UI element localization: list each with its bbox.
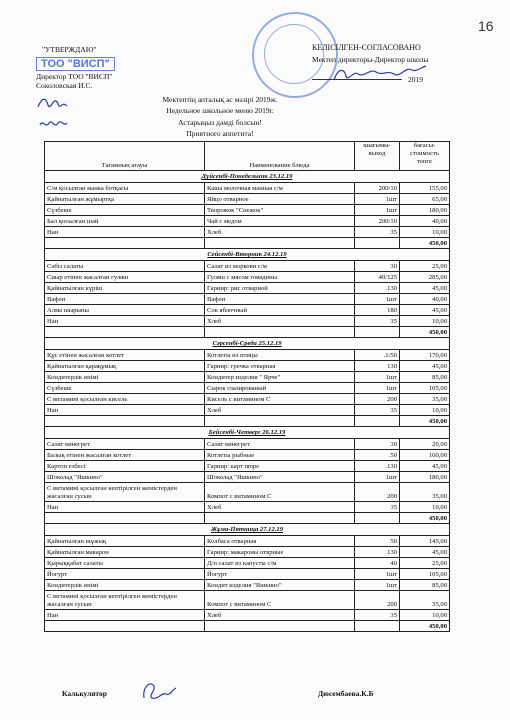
approve-director-line: Директор ТОО "ВИСП" <box>36 72 113 82</box>
dish-yield: 1шт <box>355 294 400 305</box>
dish-yield: .50 <box>355 450 400 461</box>
dish-name-kz: Нан <box>45 610 205 621</box>
dish-name-kz: Құс етінен жасалған котлет <box>45 350 205 361</box>
dish-name-kz: Кондитерлік өнімі <box>45 372 205 383</box>
dish-cost: 180,00 <box>400 472 450 483</box>
dish-name-kz: Қайнатылған макарон <box>45 547 205 558</box>
dish-name-kz: Шоколад "Яшкино" <box>45 472 205 483</box>
footer-right-name: Дюсембаева.К.Б <box>318 689 374 698</box>
dish-name-kz: С витамині қосылған кисель <box>45 394 205 405</box>
total-empty <box>355 238 400 249</box>
page-number: 16 <box>478 18 494 34</box>
dish-cost: 285,00 <box>400 272 450 283</box>
dish-cost: 160,00 <box>400 450 450 461</box>
total-row <box>45 416 450 427</box>
dish-name-kz: Картоп езбесі <box>45 461 205 472</box>
table-row <box>45 227 450 238</box>
dish-name-ru: Творожок "Снежок" <box>205 205 355 216</box>
dish-cost: 10,00 <box>400 405 450 416</box>
dish-yield: 35 <box>355 227 400 238</box>
approve-title: "УТВЕРЖДАЮ" <box>42 45 97 54</box>
total-row <box>45 513 450 524</box>
dish-name-kz: Сүзбеше <box>45 205 205 216</box>
table-row <box>45 216 450 227</box>
dish-cost: 85,00 <box>400 580 450 591</box>
dish-yield: 130 <box>355 547 400 558</box>
header-cost: бағасы-стоимость тенге <box>400 142 450 171</box>
table-row <box>45 194 450 205</box>
table-row <box>45 450 450 461</box>
dish-name-kz: Қырыққабат салаты <box>45 558 205 569</box>
dish-name-ru: Сок яблочный <box>205 305 355 316</box>
dish-name-ru: Салат винегрет <box>205 439 355 450</box>
dish-name-ru: Гарнир: гречка отварная <box>205 361 355 372</box>
day-title-row <box>45 524 450 536</box>
dish-name-kz: Нан <box>45 502 205 513</box>
table-row <box>45 383 450 394</box>
dish-cost: 65,00 <box>400 194 450 205</box>
table-row <box>45 316 450 327</box>
dish-yield: 30 <box>355 439 400 450</box>
dish-cost: 35,00 <box>400 394 450 405</box>
total-empty <box>45 513 205 524</box>
total-empty <box>205 238 355 249</box>
day-total: 450,00 <box>400 238 450 249</box>
dish-cost: 40,00 <box>400 294 450 305</box>
dish-yield: 1шт <box>355 194 400 205</box>
dish-name-ru: Яйцо отварное <box>205 194 355 205</box>
dish-yield: 200/10 <box>355 183 400 194</box>
agree-line: Мектеп директоры-Директор школы <box>312 54 429 64</box>
table-row <box>45 483 450 502</box>
dish-cost: 45,00 <box>400 283 450 294</box>
table-row <box>45 394 450 405</box>
total-empty <box>205 416 355 427</box>
day-title: Бейсенбі-Четверг 26.12.19 <box>45 427 450 439</box>
day-total: 450,00 <box>400 327 450 338</box>
table-row <box>45 183 450 194</box>
table-row <box>45 294 450 305</box>
table-row <box>45 610 450 621</box>
dish-name-kz: Балық етінен жасалған котлет <box>45 450 205 461</box>
dish-cost: 170,00 <box>400 350 450 361</box>
table-row <box>45 547 450 558</box>
dish-name-ru: Сырок глазированый <box>205 383 355 394</box>
margin-signature <box>38 117 68 131</box>
dish-cost: 105,00 <box>400 383 450 394</box>
dish-yield: 200 <box>355 591 400 610</box>
dish-name-ru: Хлеб <box>205 610 355 621</box>
approve-block <box>36 46 115 90</box>
dish-cost: 20,00 <box>400 439 450 450</box>
dish-cost: 10,00 <box>400 227 450 238</box>
total-row <box>45 238 450 249</box>
dish-yield: 1шт <box>355 205 400 216</box>
total-empty <box>355 513 400 524</box>
total-row <box>45 621 450 632</box>
dish-name-ru: Кондит изделия "Яшкино" <box>205 580 355 591</box>
table-row <box>45 361 450 372</box>
dish-yield: 200/10 <box>355 216 400 227</box>
dish-yield: 35 <box>355 610 400 621</box>
dish-cost: 45,00 <box>400 305 450 316</box>
table-row <box>45 461 450 472</box>
agree-title: КЕЛІСІЛГЕН-СОГЛАСОВАНО <box>312 43 421 52</box>
dish-name-kz: Кондитерлік өнімі <box>45 580 205 591</box>
total-empty <box>45 238 205 249</box>
table-row <box>45 272 450 283</box>
day-title-row <box>45 427 450 439</box>
dish-name-ru: Кондитер изделия " Ярче" <box>205 372 355 383</box>
day-title: Жұма-Пятница 27.12.19 <box>45 524 450 536</box>
header-name-kz: Тағамның атауы <box>45 142 205 171</box>
day-total: 450,00 <box>400 416 450 427</box>
dish-name-ru: Хлеб <box>205 316 355 327</box>
table-row <box>45 558 450 569</box>
table-row <box>45 372 450 383</box>
dish-cost: 35,00 <box>400 483 450 502</box>
table-row <box>45 591 450 610</box>
dish-name-ru: Котлеты рыбные <box>205 450 355 461</box>
dish-name-kz: Сәбіз салаты <box>45 261 205 272</box>
dish-yield: 1шт <box>355 569 400 580</box>
agree-year: 2019 <box>408 75 423 84</box>
total-empty <box>205 327 355 338</box>
dish-yield: 200 <box>355 394 400 405</box>
dish-name-kz: Салат винегрет <box>45 439 205 450</box>
dish-name-kz: Қайнатылған жұмыртқа <box>45 194 205 205</box>
table-row <box>45 205 450 216</box>
dish-name-kz: Қайнатылған қарақұмық <box>45 361 205 372</box>
dish-cost: 45,00 <box>400 461 450 472</box>
dish-name-kz: С витамині қосылған кептірілген жемістерден жасалған сусын <box>45 591 205 610</box>
dish-name-ru: Компот с витамином С <box>205 483 355 502</box>
day-title: Дүйсенбі-Понедельник 23.12.19 <box>45 171 450 183</box>
dish-cost: 10,00 <box>400 502 450 513</box>
dish-name-kz: Нан <box>45 227 205 238</box>
table-row <box>45 405 450 416</box>
day-title: Сейсенбі-Вторник 24.12.19 <box>45 249 450 261</box>
total-empty <box>45 416 205 427</box>
dish-name-ru: Йогурт <box>205 569 355 580</box>
dish-yield: .1/50 <box>355 350 400 361</box>
table-header-row <box>45 142 450 171</box>
approve-signature <box>36 93 68 115</box>
day-total: 450,00 <box>400 513 450 524</box>
total-empty <box>205 621 355 632</box>
total-empty <box>45 621 205 632</box>
dish-yield: 30 <box>355 261 400 272</box>
dish-name-ru: Колбаса отварная <box>205 536 355 547</box>
dish-name-kz: Йогурт <box>45 569 205 580</box>
total-empty <box>355 416 400 427</box>
dish-name-ru: Салат из моркови с/м <box>205 261 355 272</box>
table-row <box>45 502 450 513</box>
agree-signature <box>330 62 430 90</box>
dish-cost: 25,00 <box>400 261 450 272</box>
dish-name-ru: Гарнир: макароны отврные <box>205 547 355 558</box>
table-row <box>45 472 450 483</box>
dish-name-kz: Бал қосылған шәй <box>45 216 205 227</box>
dish-name-ru: Каша молочная манная с/м <box>205 183 355 194</box>
dish-name-ru: Д/п салат из капусты с/м <box>205 558 355 569</box>
dish-cost: 10,00 <box>400 610 450 621</box>
table-row <box>45 439 450 450</box>
approve-name: Соколовская И.С. <box>36 80 93 90</box>
table-row <box>45 283 450 294</box>
dish-yield: 180 <box>355 305 400 316</box>
heading-line2: Недельное школьное меню 2019г. <box>166 106 274 116</box>
dish-yield: 35 <box>355 502 400 513</box>
dish-cost: 25,00 <box>400 558 450 569</box>
dish-name-kz: С витамині қосылған кептірілген жемістерден жасалған сусын <box>45 483 205 502</box>
heading-line1: Мектептің апталық ас мәзірі 2019ж. <box>162 95 278 104</box>
total-empty <box>355 621 400 632</box>
total-empty <box>205 513 355 524</box>
heading <box>120 96 320 138</box>
heading-line4: Приятного аппетита! <box>186 128 254 138</box>
total-empty <box>355 327 400 338</box>
dish-yield: 1шт <box>355 372 400 383</box>
table-row <box>45 261 450 272</box>
dish-cost: 85,00 <box>400 372 450 383</box>
dish-cost: 180,00 <box>400 205 450 216</box>
dish-yield: 35 <box>355 316 400 327</box>
dish-cost: 45,00 <box>400 547 450 558</box>
day-title-row <box>45 171 450 183</box>
footer-signature <box>138 678 178 704</box>
dish-name-kz: Қайнатылған күріш <box>45 283 205 294</box>
dish-yield: 40/125 <box>355 272 400 283</box>
header-name-ru: Наименование блюда <box>205 142 355 171</box>
dish-name-ru: Компот с витамином С <box>205 591 355 610</box>
dish-name-kz: Қайнатылған шұжық <box>45 536 205 547</box>
dish-yield: 40 <box>355 558 400 569</box>
dish-cost: 105,00 <box>400 569 450 580</box>
dish-name-ru: Кисель с витамином С <box>205 394 355 405</box>
dish-name-ru: Гарнир: карт пюре <box>205 461 355 472</box>
dish-cost: 45,00 <box>400 361 450 372</box>
day-title-row <box>45 338 450 350</box>
dish-name-ru: Шоколад "Яшкино" <box>205 472 355 483</box>
total-empty <box>45 327 205 338</box>
day-title: Сәрсенбі-Среда 25.12.19 <box>45 338 450 350</box>
dish-name-ru: Хлеб <box>205 405 355 416</box>
dish-name-kz: Нан <box>45 405 205 416</box>
dish-yield: 200 <box>355 483 400 502</box>
dish-name-ru: Гуляш с мясом говядины <box>205 272 355 283</box>
dish-cost: 10,00 <box>400 316 450 327</box>
dish-yield: .130 <box>355 283 400 294</box>
total-row <box>45 327 450 338</box>
dish-name-kz: Алма шырыны <box>45 305 205 316</box>
table-row <box>45 350 450 361</box>
dish-name-kz: Сиыр етінен жасалған гуляш <box>45 272 205 283</box>
table-row <box>45 536 450 547</box>
dish-cost: 40,00 <box>400 216 450 227</box>
dish-yield: 1шт <box>355 580 400 591</box>
dish-name-ru: Вафли <box>205 294 355 305</box>
table-row <box>45 580 450 591</box>
day-title-row <box>45 249 450 261</box>
dish-yield: 1шт <box>355 383 400 394</box>
dish-cost: 35,00 <box>400 591 450 610</box>
dish-yield: 50 <box>355 536 400 547</box>
day-total: 450,00 <box>400 621 450 632</box>
org-stamp: ТОО "ВИСП" <box>36 57 115 71</box>
dish-name-ru: Гарнир: рис отварной <box>205 283 355 294</box>
dish-name-kz: Нан <box>45 316 205 327</box>
dish-yield: .130 <box>355 461 400 472</box>
dish-yield: 35 <box>355 405 400 416</box>
dish-yield: 130 <box>355 361 400 372</box>
footer-left-label: Калькулятор <box>62 689 107 698</box>
table-row <box>45 569 450 580</box>
dish-name-kz: Сүзбеше <box>45 383 205 394</box>
header-yield: шығымы-выход <box>355 142 400 171</box>
dish-name-ru: Хлеб <box>205 227 355 238</box>
dish-cost: 155,00 <box>400 183 450 194</box>
dish-name-ru: Котлеты из птицы <box>205 350 355 361</box>
dish-cost: 145,00 <box>400 536 450 547</box>
heading-line3: Астарыңыз дәмді болсын! <box>178 117 262 127</box>
dish-name-kz: Вафли <box>45 294 205 305</box>
dish-yield: 1шт <box>355 472 400 483</box>
table-row <box>45 305 450 316</box>
menu-table <box>44 141 450 632</box>
dish-name-ru: Чай с медом <box>205 216 355 227</box>
dish-name-ru: Хлеб <box>205 502 355 513</box>
dish-name-kz: С/м қосылған манка ботқасы <box>45 183 205 194</box>
